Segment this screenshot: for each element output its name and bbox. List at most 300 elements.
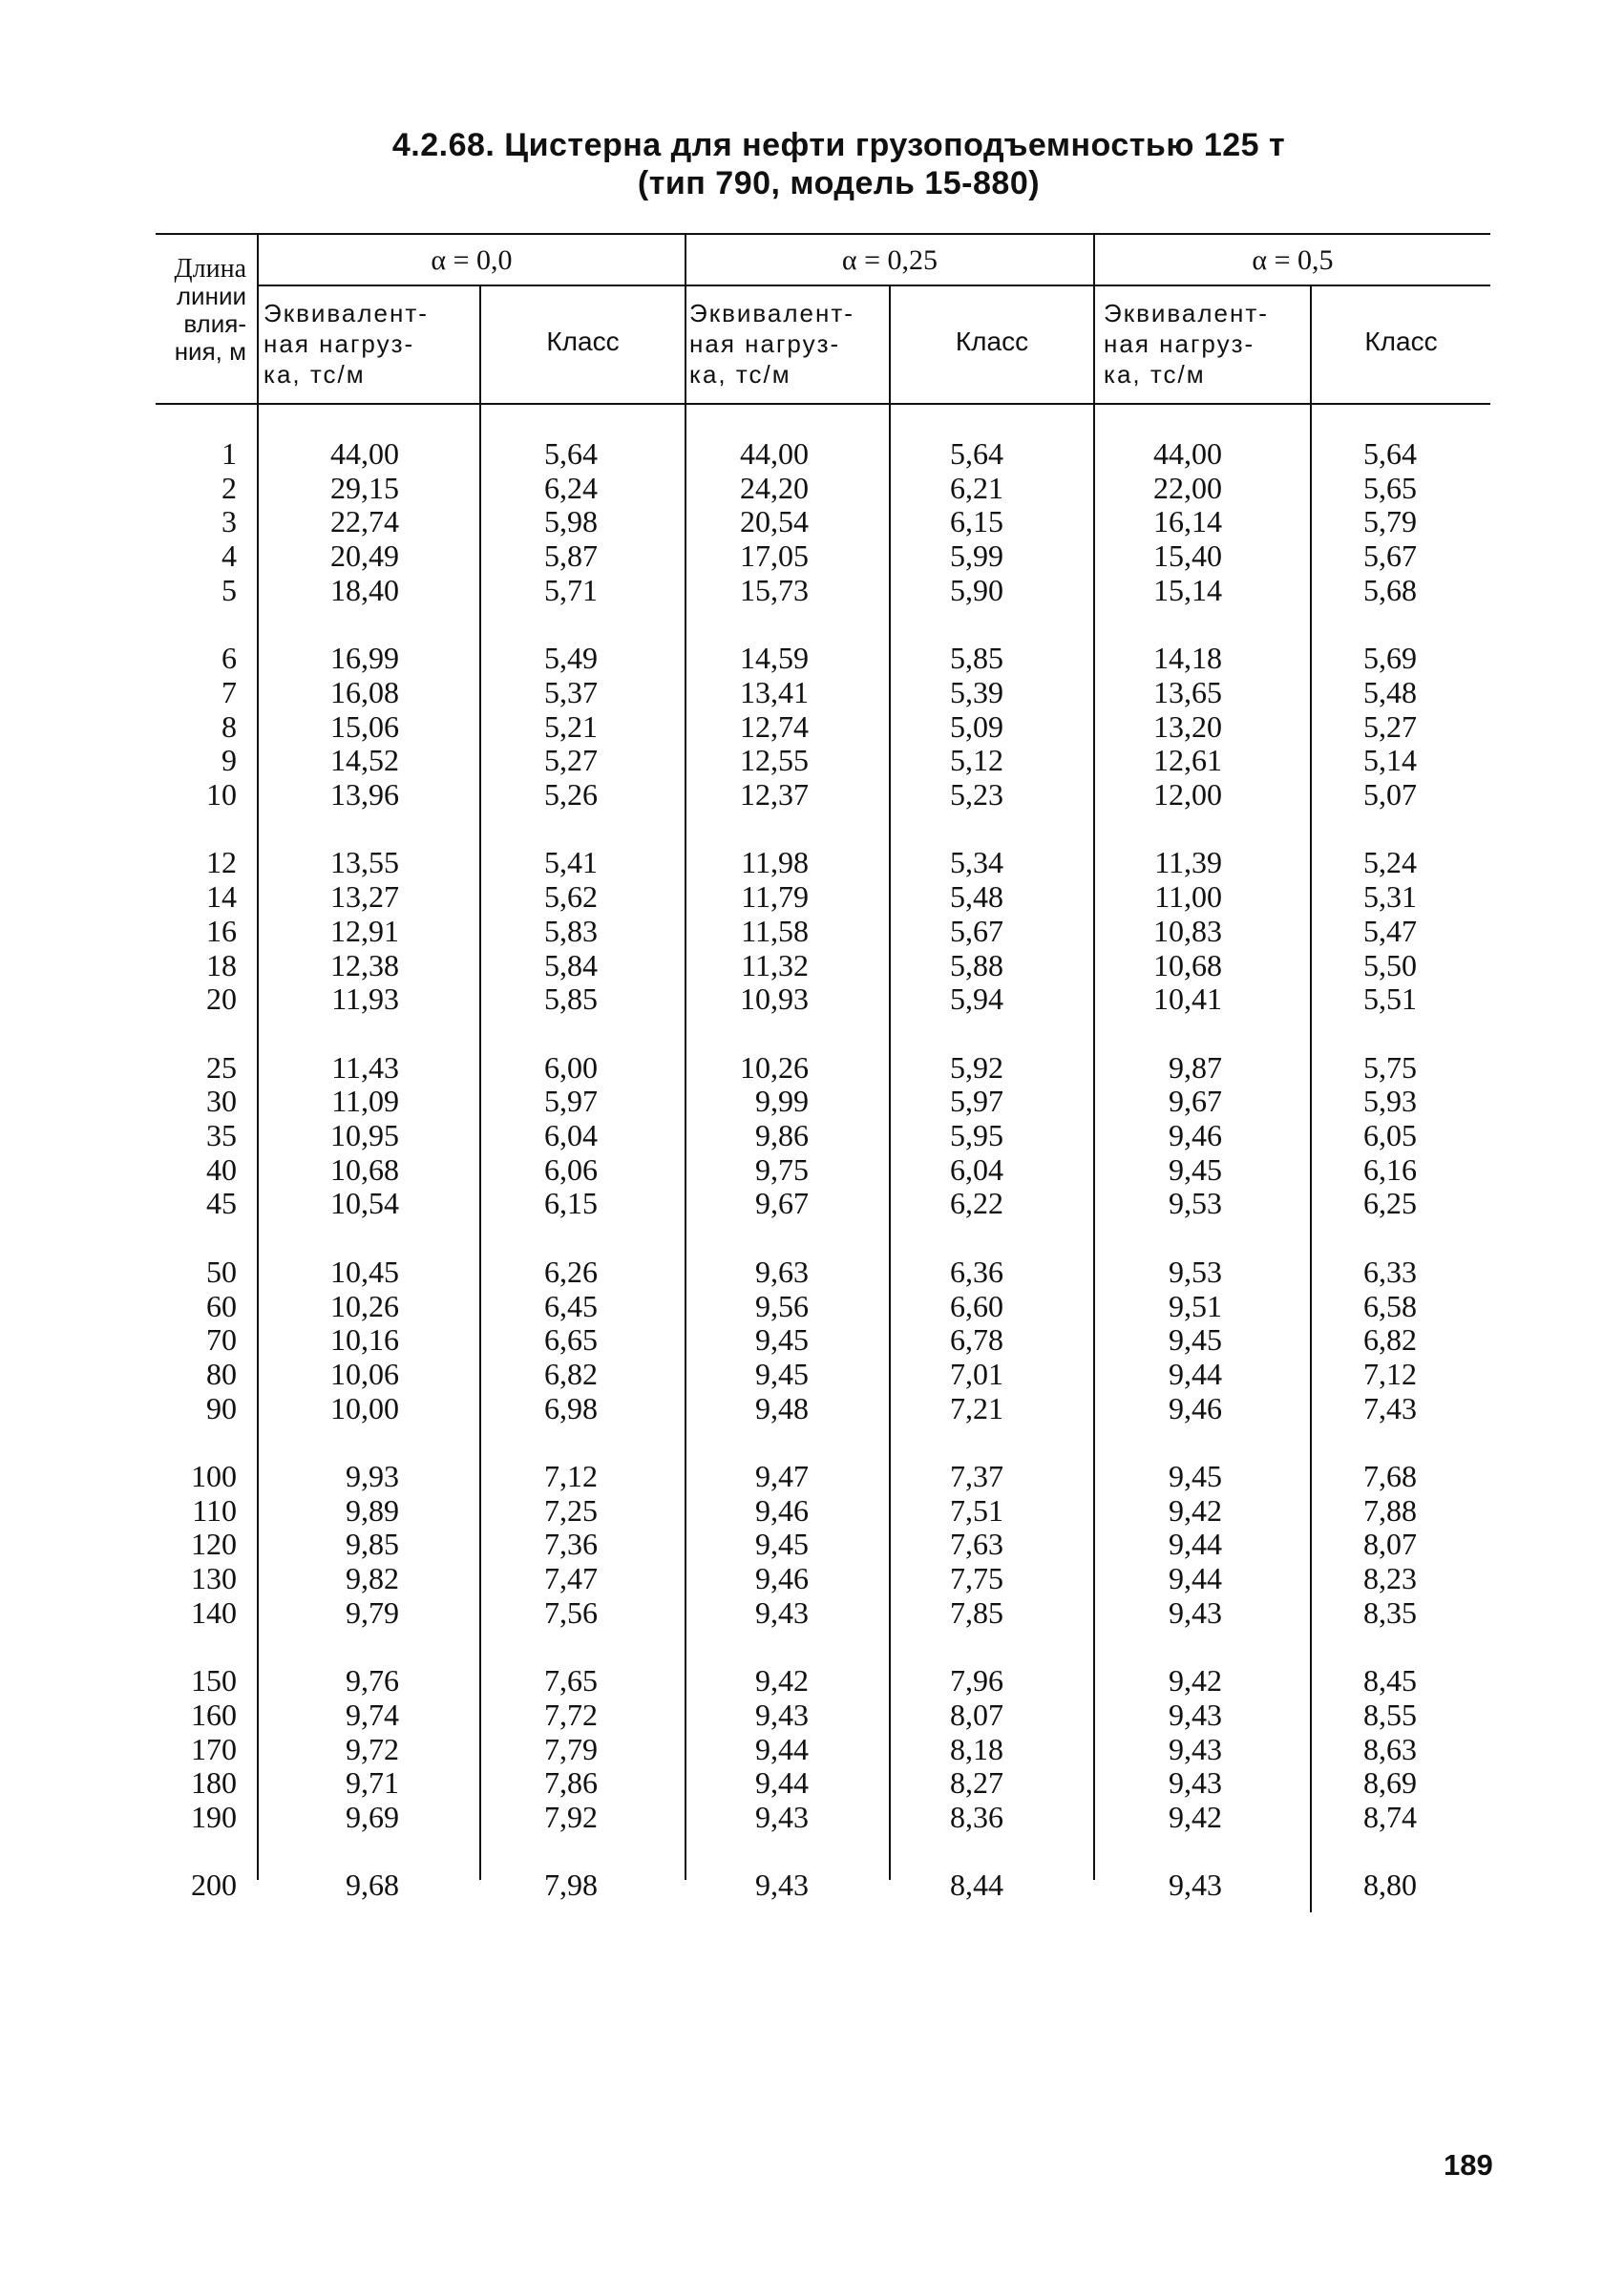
equivalent-load-cell: 13,96 xyxy=(330,777,399,812)
equivalent-load-cell: 20,49 xyxy=(330,538,399,574)
length-cell: 40 xyxy=(206,1151,237,1187)
equivalent-load-cell: 12,00 xyxy=(1153,777,1222,812)
equivalent-load-cell: 13,20 xyxy=(1153,708,1222,744)
class-cell: 7,92 xyxy=(544,1800,598,1834)
page-number: 189 xyxy=(1444,2148,1493,2182)
length-cell: 180 xyxy=(191,1765,237,1801)
equivalent-load-cell: 15,40 xyxy=(1153,538,1222,574)
equivalent-load-cell: 11,79 xyxy=(741,879,809,915)
equivalent-load-cell: 9,44 xyxy=(1169,1527,1222,1562)
equivalent-load-cell: 9,56 xyxy=(755,1288,809,1323)
equivalent-load-cell: 9,45 xyxy=(755,1322,809,1358)
equivalent-load-cell: 10,68 xyxy=(1153,947,1222,982)
class-cell: 7,96 xyxy=(950,1663,1003,1699)
length-cell: 5 xyxy=(221,572,237,607)
length-cell: 1 xyxy=(221,436,237,471)
length-cell: 150 xyxy=(191,1663,237,1699)
length-cell: 90 xyxy=(206,1390,237,1425)
length-cell: 80 xyxy=(206,1356,237,1391)
equivalent-load-cell: 11,32 xyxy=(741,947,809,982)
equivalent-load-cell: 22,74 xyxy=(330,504,399,539)
class-cell: 8,36 xyxy=(950,1800,1003,1834)
equivalent-load-cell: 15,06 xyxy=(330,708,399,744)
class-cell: 7,65 xyxy=(544,1663,598,1699)
class-cell: 6,21 xyxy=(950,470,1003,505)
class-cell: 5,64 xyxy=(1363,436,1417,471)
alpha-group-0: α = 0,0 xyxy=(431,244,513,276)
equivalent-load-cell: 14,52 xyxy=(330,743,399,778)
class-cell: 5,27 xyxy=(1363,708,1417,744)
equivalent-load-cell: 9,82 xyxy=(346,1561,399,1596)
class-cell: 5,09 xyxy=(950,708,1003,744)
class-cell: 5,62 xyxy=(544,879,598,915)
length-cell: 100 xyxy=(191,1459,237,1493)
equivalent-load-cell: 10,26 xyxy=(740,1049,809,1085)
class-cell: 5,90 xyxy=(950,572,1003,607)
class-cell: 6,15 xyxy=(544,1186,598,1221)
equivalent-load-cell: 9,43 xyxy=(1169,1765,1222,1801)
equivalent-load-cell: 9,99 xyxy=(755,1084,809,1119)
page-subtitle: (тип 790, модель 15-880) xyxy=(637,165,1041,201)
table-row xyxy=(0,1801,1624,1835)
equivalent-load-cell: 9,87 xyxy=(1169,1049,1222,1085)
length-column-header xyxy=(151,255,246,366)
length-header-line: Длина xyxy=(174,254,246,284)
class-cell: 6,45 xyxy=(544,1288,598,1323)
alpha-group-05: α = 0,5 xyxy=(1252,244,1334,276)
class-cell: 7,68 xyxy=(1363,1459,1417,1493)
table-row xyxy=(0,880,1624,915)
class-header: Класс xyxy=(546,327,620,356)
class-cell: 6,16 xyxy=(1363,1151,1417,1187)
length-cell: 110 xyxy=(192,1492,237,1528)
equivalent-load-cell: 9,74 xyxy=(346,1697,399,1732)
class-cell: 6,06 xyxy=(544,1151,598,1187)
equivalent-load-cell: 9,53 xyxy=(1169,1186,1222,1221)
class-cell: 6,04 xyxy=(544,1118,598,1152)
table-row xyxy=(0,1562,1624,1596)
class-cell: 6,65 xyxy=(544,1322,598,1358)
class-cell: 6,78 xyxy=(950,1322,1003,1358)
class-cell: 8,44 xyxy=(950,1868,1003,1903)
equivalent-load-cell: 9,44 xyxy=(755,1765,809,1801)
class-cell: 5,48 xyxy=(950,879,1003,915)
equivalent-load-header xyxy=(1104,298,1306,390)
equivalent-load-cell: 16,99 xyxy=(330,641,399,676)
class-cell: 5,27 xyxy=(544,743,598,778)
class-cell: 5,47 xyxy=(1363,913,1417,948)
equivalent-load-cell: 10,95 xyxy=(330,1118,399,1152)
length-cell: 2 xyxy=(221,470,237,505)
length-cell: 60 xyxy=(206,1288,237,1323)
class-cell: 5,12 xyxy=(950,743,1003,778)
length-cell: 35 xyxy=(206,1118,237,1152)
table-row xyxy=(0,949,1624,983)
class-cell: 5,64 xyxy=(950,436,1003,471)
class-cell: 6,15 xyxy=(950,504,1003,539)
table-row xyxy=(0,437,1624,472)
class-cell: 5,41 xyxy=(544,845,598,880)
equivalent-header-line: Эквивалент- xyxy=(689,299,854,327)
class-cell: 8,07 xyxy=(950,1697,1003,1732)
class-cell: 5,92 xyxy=(950,1049,1003,1085)
table-row xyxy=(0,1460,1624,1494)
class-cell: 5,67 xyxy=(1363,538,1417,574)
equivalent-load-cell: 9,67 xyxy=(1169,1084,1222,1119)
table-row xyxy=(0,1868,1624,1903)
class-cell: 5,21 xyxy=(544,708,598,744)
equivalent-load-cell: 9,44 xyxy=(1169,1356,1222,1391)
equivalent-load-cell: 9,44 xyxy=(755,1731,809,1766)
equivalent-load-cell: 9,46 xyxy=(755,1561,809,1596)
equivalent-header-line: ная нагруз- xyxy=(264,329,415,358)
table-row xyxy=(0,1392,1624,1426)
table-row xyxy=(0,1051,1624,1086)
equivalent-load-cell: 9,45 xyxy=(755,1356,809,1391)
equivalent-load-cell: 9,46 xyxy=(1169,1390,1222,1425)
table-row xyxy=(0,1358,1624,1392)
class-cell: 7,47 xyxy=(544,1561,598,1596)
length-cell: 170 xyxy=(191,1731,237,1766)
class-cell: 7,63 xyxy=(950,1527,1003,1562)
equivalent-load-cell: 9,93 xyxy=(346,1459,399,1493)
class-cell: 5,85 xyxy=(544,981,598,1017)
class-cell: 8,23 xyxy=(1363,1561,1417,1596)
class-cell: 8,35 xyxy=(1363,1594,1417,1630)
equivalent-header-line: ная нагруз- xyxy=(1104,329,1255,358)
class-cell: 5,14 xyxy=(1363,743,1417,778)
length-cell: 130 xyxy=(191,1561,237,1596)
equivalent-load-cell: 10,16 xyxy=(330,1322,399,1358)
equivalent-load-cell: 10,00 xyxy=(330,1390,399,1425)
class-header: Класс xyxy=(1364,327,1438,356)
length-cell: 4 xyxy=(221,538,237,574)
equivalent-load-cell: 9,45 xyxy=(1169,1151,1222,1187)
equivalent-header-line: Эквивалент- xyxy=(1104,299,1269,327)
class-cell: 5,85 xyxy=(950,641,1003,676)
equivalent-load-cell: 9,71 xyxy=(346,1765,399,1801)
class-cell: 7,88 xyxy=(1363,1492,1417,1528)
class-cell: 6,98 xyxy=(544,1390,598,1425)
class-cell: 5,99 xyxy=(950,538,1003,574)
class-cell: 5,65 xyxy=(1363,470,1417,505)
length-cell: 9 xyxy=(221,743,237,778)
class-cell: 7,51 xyxy=(950,1492,1003,1528)
class-cell: 5,64 xyxy=(544,436,598,471)
equivalent-load-cell: 9,76 xyxy=(346,1663,399,1699)
table-row xyxy=(0,915,1624,949)
equivalent-load-cell: 13,41 xyxy=(740,674,809,709)
class-cell: 7,43 xyxy=(1363,1390,1417,1425)
equivalent-load-cell: 10,45 xyxy=(330,1254,399,1289)
equivalent-load-cell: 11,93 xyxy=(331,981,399,1017)
table-top-rule xyxy=(156,233,1490,235)
length-cell: 20 xyxy=(206,981,237,1017)
table-row xyxy=(0,1119,1624,1153)
class-cell: 5,88 xyxy=(950,947,1003,982)
equivalent-load-cell: 10,93 xyxy=(740,981,809,1017)
equivalent-load-cell: 10,68 xyxy=(330,1151,399,1187)
equivalent-load-cell: 9,75 xyxy=(755,1151,809,1187)
equivalent-load-cell: 9,79 xyxy=(346,1594,399,1630)
class-cell: 5,31 xyxy=(1363,879,1417,915)
class-cell: 5,71 xyxy=(544,572,598,607)
length-cell: 30 xyxy=(206,1084,237,1119)
class-cell: 6,58 xyxy=(1363,1288,1417,1323)
class-cell: 6,36 xyxy=(950,1254,1003,1289)
table-row xyxy=(0,1323,1624,1358)
length-header-line: влия- xyxy=(183,309,246,338)
equivalent-load-cell: 12,61 xyxy=(1153,743,1222,778)
equivalent-load-cell: 9,85 xyxy=(346,1527,399,1562)
equivalent-load-cell: 10,26 xyxy=(330,1288,399,1323)
equivalent-load-header xyxy=(264,298,475,390)
equivalent-load-cell: 15,14 xyxy=(1153,572,1222,607)
equivalent-load-cell: 9,43 xyxy=(1169,1868,1222,1903)
length-cell: 160 xyxy=(191,1697,237,1732)
class-cell: 6,82 xyxy=(1363,1322,1417,1358)
class-cell: 5,39 xyxy=(950,674,1003,709)
equivalent-load-cell: 9,42 xyxy=(1169,1492,1222,1528)
equivalent-load-cell: 44,00 xyxy=(740,436,809,471)
equivalent-load-cell: 9,45 xyxy=(1169,1459,1222,1493)
class-cell: 7,37 xyxy=(950,1459,1003,1493)
class-cell: 5,97 xyxy=(544,1084,598,1119)
equivalent-load-cell: 11,39 xyxy=(1154,845,1222,880)
equivalent-load-cell: 10,41 xyxy=(1153,981,1222,1017)
equivalent-load-cell: 9,45 xyxy=(755,1527,809,1562)
class-cell: 8,69 xyxy=(1363,1765,1417,1801)
class-cell: 5,79 xyxy=(1363,504,1417,539)
equivalent-load-cell: 44,00 xyxy=(1153,436,1222,471)
class-cell: 5,98 xyxy=(544,504,598,539)
equivalent-load-cell: 9,43 xyxy=(755,1800,809,1834)
table-row xyxy=(0,1699,1624,1733)
class-cell: 7,01 xyxy=(950,1356,1003,1391)
class-cell: 7,72 xyxy=(544,1697,598,1732)
table-row xyxy=(0,1664,1624,1699)
class-cell: 5,87 xyxy=(544,538,598,574)
equivalent-load-cell: 9,45 xyxy=(1169,1322,1222,1358)
equivalent-header-line: Эквивалент- xyxy=(264,299,429,327)
length-header-line: ния, м xyxy=(174,337,246,366)
alpha-group-025: α = 0,25 xyxy=(841,244,939,276)
length-cell: 7 xyxy=(221,674,237,709)
equivalent-load-cell: 9,43 xyxy=(1169,1731,1222,1766)
equivalent-load-cell: 12,55 xyxy=(740,743,809,778)
alpha-group-rule xyxy=(258,285,1490,286)
equivalent-load-cell: 9,86 xyxy=(755,1118,809,1152)
class-cell: 5,49 xyxy=(544,641,598,676)
equivalent-load-cell: 12,37 xyxy=(740,777,809,812)
class-cell: 8,07 xyxy=(1363,1527,1417,1562)
class-cell: 5,50 xyxy=(1363,947,1417,982)
equivalent-load-cell: 11,58 xyxy=(741,913,809,948)
equivalent-load-header xyxy=(689,298,886,390)
table-row xyxy=(0,1528,1624,1562)
equivalent-load-cell: 9,48 xyxy=(755,1390,809,1425)
class-cell: 7,85 xyxy=(950,1594,1003,1630)
length-header-line: линии xyxy=(176,282,246,310)
equivalent-header-line: ка, тс/м xyxy=(264,360,366,389)
class-cell: 8,27 xyxy=(950,1765,1003,1801)
class-cell: 5,69 xyxy=(1363,641,1417,676)
equivalent-load-cell: 11,98 xyxy=(741,845,809,880)
page-title: 4.2.68. Цистерна для нефти грузоподъемностью 125 т xyxy=(391,127,1286,163)
length-cell: 8 xyxy=(221,708,237,744)
length-cell: 25 xyxy=(206,1049,237,1085)
equivalent-load-cell: 9,43 xyxy=(755,1594,809,1630)
equivalent-load-cell: 24,20 xyxy=(740,470,809,505)
equivalent-load-cell: 9,69 xyxy=(346,1800,399,1834)
table-row xyxy=(0,574,1624,608)
equivalent-load-cell: 9,44 xyxy=(1169,1561,1222,1596)
equivalent-load-cell: 9,46 xyxy=(755,1492,809,1528)
equivalent-load-cell: 9,42 xyxy=(1169,1800,1222,1834)
class-cell: 6,00 xyxy=(544,1049,598,1085)
equivalent-load-cell: 9,47 xyxy=(755,1459,809,1493)
class-cell: 5,26 xyxy=(544,777,598,812)
class-cell: 5,75 xyxy=(1363,1049,1417,1085)
class-cell: 6,24 xyxy=(544,470,598,505)
class-cell: 7,98 xyxy=(544,1868,598,1903)
class-cell: 6,82 xyxy=(544,1356,598,1391)
class-cell: 6,33 xyxy=(1363,1254,1417,1289)
class-cell: 5,24 xyxy=(1363,845,1417,880)
equivalent-load-cell: 12,38 xyxy=(330,947,399,982)
equivalent-load-cell: 9,43 xyxy=(755,1697,809,1732)
equivalent-load-cell: 29,15 xyxy=(330,470,399,505)
equivalent-load-cell: 22,00 xyxy=(1153,470,1222,505)
class-cell: 5,48 xyxy=(1363,674,1417,709)
table-row xyxy=(0,1085,1624,1119)
table-row xyxy=(0,1494,1624,1529)
equivalent-load-cell: 11,43 xyxy=(331,1049,399,1085)
class-cell: 5,68 xyxy=(1363,572,1417,607)
table-row xyxy=(0,710,1624,745)
equivalent-load-cell: 20,54 xyxy=(740,504,809,539)
equivalent-load-cell: 13,27 xyxy=(330,879,399,915)
length-cell: 6 xyxy=(221,641,237,676)
equivalent-header-line: ная нагруз- xyxy=(689,329,841,358)
class-cell: 7,79 xyxy=(544,1731,598,1766)
class-cell: 8,45 xyxy=(1363,1663,1417,1699)
equivalent-load-cell: 10,54 xyxy=(330,1186,399,1221)
length-cell: 12 xyxy=(206,845,237,880)
equivalent-load-cell: 15,73 xyxy=(740,572,809,607)
table-row xyxy=(0,744,1624,778)
class-cell: 7,25 xyxy=(544,1492,598,1528)
class-cell: 8,63 xyxy=(1363,1731,1417,1766)
equivalent-load-cell: 17,05 xyxy=(740,538,809,574)
length-cell: 190 xyxy=(191,1800,237,1834)
class-cell: 7,21 xyxy=(950,1390,1003,1425)
table-row xyxy=(0,1766,1624,1801)
length-cell: 50 xyxy=(206,1254,237,1289)
table-row xyxy=(0,1153,1624,1188)
equivalent-load-cell: 9,43 xyxy=(1169,1594,1222,1630)
table-row xyxy=(0,676,1624,710)
class-cell: 5,23 xyxy=(950,777,1003,812)
class-cell: 5,93 xyxy=(1363,1084,1417,1119)
equivalent-load-cell: 13,65 xyxy=(1153,674,1222,709)
class-cell: 5,37 xyxy=(544,674,598,709)
table-row xyxy=(0,846,1624,880)
length-cell: 45 xyxy=(206,1186,237,1221)
class-cell: 5,51 xyxy=(1363,981,1417,1017)
class-cell: 5,67 xyxy=(950,913,1003,948)
equivalent-load-cell: 10,83 xyxy=(1153,913,1222,948)
length-cell: 16 xyxy=(206,913,237,948)
header-bottom-rule xyxy=(156,403,1490,405)
equivalent-load-cell: 9,43 xyxy=(1169,1697,1222,1732)
length-cell: 14 xyxy=(206,879,237,915)
equivalent-load-cell: 9,89 xyxy=(346,1492,399,1528)
table-row xyxy=(0,1290,1624,1324)
equivalent-load-cell: 11,09 xyxy=(331,1084,399,1119)
table-row xyxy=(0,505,1624,539)
length-cell: 3 xyxy=(221,504,237,539)
length-cell: 120 xyxy=(191,1527,237,1562)
table-row xyxy=(0,642,1624,676)
table-row xyxy=(0,539,1624,574)
class-cell: 5,07 xyxy=(1363,777,1417,812)
equivalent-load-cell: 16,14 xyxy=(1153,504,1222,539)
class-cell: 5,83 xyxy=(544,913,598,948)
equivalent-load-cell: 9,67 xyxy=(755,1186,809,1221)
class-cell: 5,34 xyxy=(950,845,1003,880)
equivalent-load-cell: 11,00 xyxy=(1154,879,1222,915)
equivalent-load-cell: 14,59 xyxy=(740,641,809,676)
class-cell: 8,74 xyxy=(1363,1800,1417,1834)
equivalent-load-cell: 14,18 xyxy=(1153,641,1222,676)
class-cell: 6,25 xyxy=(1363,1186,1417,1221)
equivalent-load-cell: 9,53 xyxy=(1169,1254,1222,1289)
length-cell: 70 xyxy=(206,1322,237,1358)
equivalent-load-cell: 9,68 xyxy=(346,1868,399,1903)
length-cell: 18 xyxy=(206,947,237,982)
equivalent-load-cell: 18,40 xyxy=(330,572,399,607)
equivalent-header-line: ка, тс/м xyxy=(689,360,791,389)
equivalent-load-cell: 9,51 xyxy=(1169,1288,1222,1323)
length-cell: 140 xyxy=(191,1594,237,1630)
equivalent-load-cell: 9,42 xyxy=(1169,1663,1222,1699)
table-row xyxy=(0,1187,1624,1221)
class-cell: 7,12 xyxy=(544,1459,598,1493)
class-cell: 7,36 xyxy=(544,1527,598,1562)
table-row xyxy=(0,982,1624,1017)
table-row xyxy=(0,1256,1624,1290)
equivalent-load-cell: 10,06 xyxy=(330,1356,399,1391)
equivalent-load-cell: 12,74 xyxy=(740,708,809,744)
class-cell: 7,86 xyxy=(544,1765,598,1801)
equivalent-load-cell: 9,46 xyxy=(1169,1118,1222,1152)
class-cell: 6,22 xyxy=(950,1186,1003,1221)
class-cell: 6,04 xyxy=(950,1151,1003,1187)
class-cell: 5,97 xyxy=(950,1084,1003,1119)
equivalent-load-cell: 44,00 xyxy=(330,436,399,471)
equivalent-header-line: ка, тс/м xyxy=(1104,360,1206,389)
class-cell: 7,12 xyxy=(1363,1356,1417,1391)
equivalent-load-cell: 9,63 xyxy=(755,1254,809,1289)
class-header: Класс xyxy=(955,327,1029,356)
table-row xyxy=(0,1733,1624,1767)
length-cell: 200 xyxy=(191,1868,237,1903)
table-row xyxy=(0,472,1624,506)
table-row xyxy=(0,778,1624,812)
class-cell: 8,18 xyxy=(950,1731,1003,1766)
class-cell: 8,80 xyxy=(1363,1868,1417,1903)
